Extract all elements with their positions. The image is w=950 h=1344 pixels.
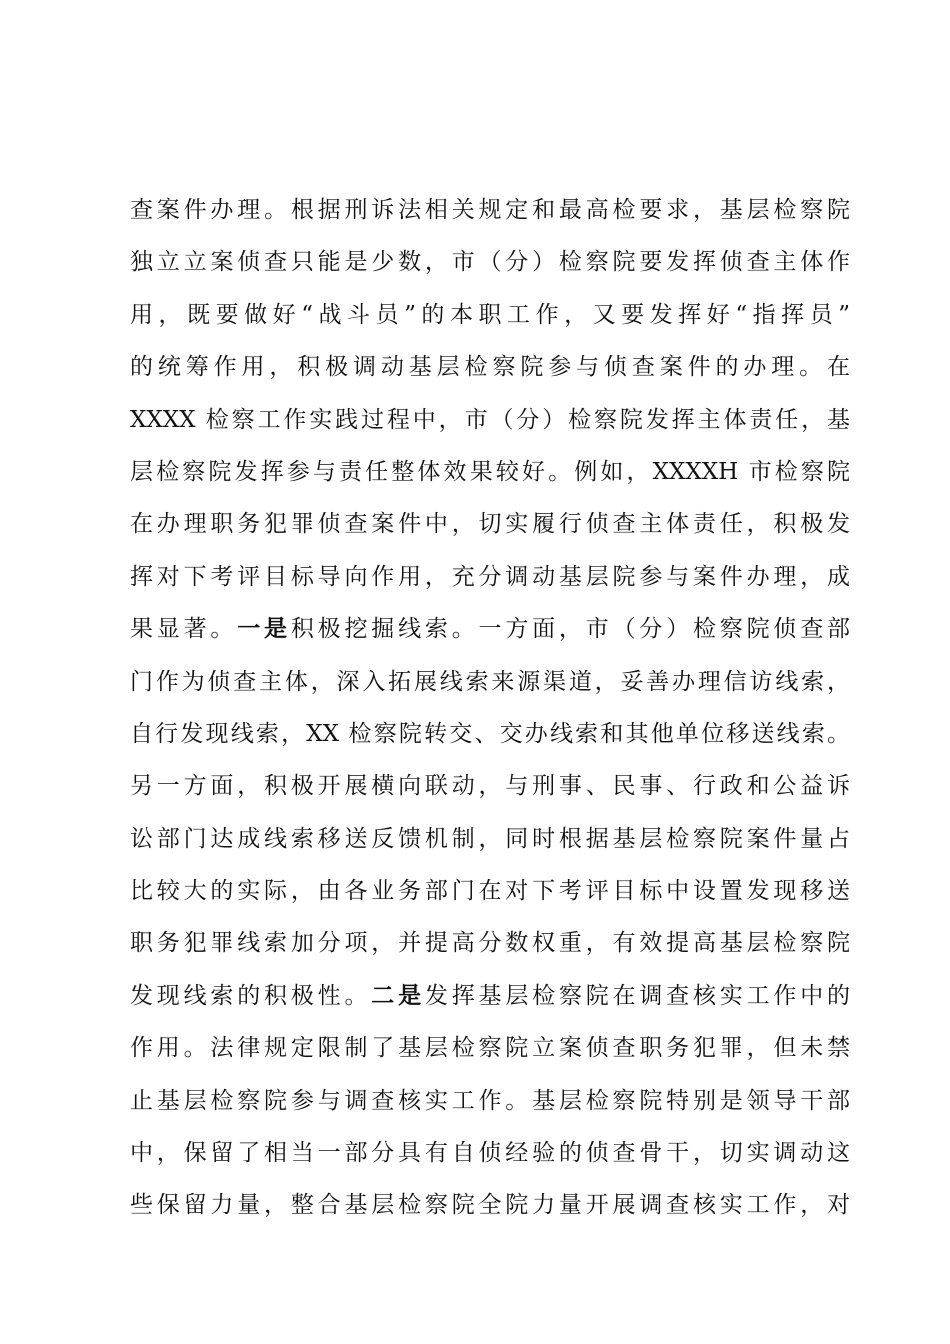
text-line-5: XXXX 检察工作实践过程中，市（分）检察院发挥主体责任，基 — [130, 406, 850, 433]
text-line-13: 讼部门达成线索移送反馈机制，同时根据基层检察院案件量占 — [130, 825, 850, 852]
text-line-19: 中，保留了相当一部分具有自侦经验的侦查骨干，切实调动这 — [130, 1140, 850, 1167]
text-line-2: 独立立案侦查只能是少数，市（分）检察院要发挥侦查主体作 — [130, 249, 850, 276]
text-line-9: 果显著。一是积极挖掘线索。一方面，市（分）检察院侦查部 — [130, 616, 850, 643]
text-line-10: 门作为侦查主体，深入拓展线索来源渠道，妥善办理信访线索， — [130, 668, 850, 695]
point-one-heading: 一是 — [237, 616, 291, 643]
text-line-8: 挥对下考评目标导向作用，充分调动基层院参与案件办理，成 — [130, 563, 850, 590]
text-line-4: 的统筹作用，积极调动基层检察院参与侦查案件的办理。在 — [130, 354, 850, 381]
text-line-12: 另一方面，积极开展横向联动，与刑事、民事、行政和公益诉 — [130, 773, 850, 800]
text-line-20: 些保留力量，整合基层检察院全院力量开展调查核实工作，对 — [130, 1192, 850, 1219]
text-line-14: 比较大的实际，由各业务部门在对下考评目标中设置发现移送 — [130, 878, 850, 905]
text-line-3: 用，既要做好“战斗员”的本职工作，又要发挥好“指挥员” — [130, 301, 850, 328]
text-line-7: 在办理职务犯罪侦查案件中，切实履行侦查主体责任，积极发 — [130, 511, 850, 538]
text-line-16: 发现线索的积极性。二是发挥基层检察院在调查核实工作中的 — [130, 982, 850, 1009]
text-line-18: 止基层检察院参与调查核实工作。基层检察院特别是领导干部 — [130, 1087, 850, 1114]
text-line-17: 作用。法律规定限制了基层检察院立案侦查职务犯罪，但未禁 — [130, 1035, 850, 1062]
text-line-11: 自行发现线索，XX 检察院转交、交办线索和其他单位移送线索。 — [130, 720, 850, 747]
point-two-heading: 二是 — [371, 982, 425, 1009]
body-text — [130, 184, 850, 1232]
text-line-15: 职务犯罪线索加分项，并提高分数权重，有效提高基层检察院 — [130, 930, 850, 957]
text-line-6: 层检察院发挥参与责任整体效果较好。例如，XXXXH 市检察院 — [130, 458, 850, 485]
text-line-1: 查案件办理。根据刑诉法相关规定和最高检要求，基层检察院 — [130, 197, 850, 223]
